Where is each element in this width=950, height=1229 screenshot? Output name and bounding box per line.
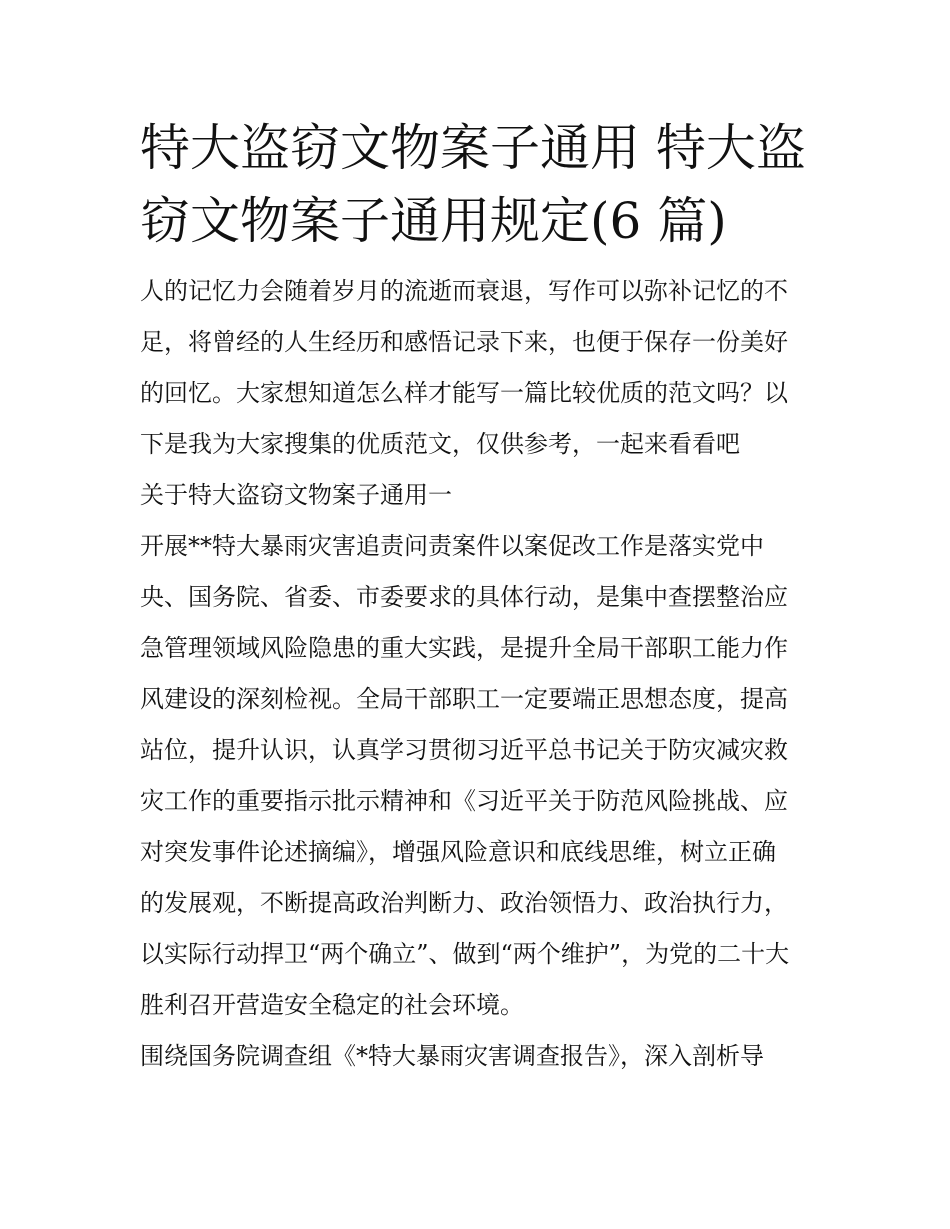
document-content [140,112,812,1082]
intro-line-4: 下是我为大家搜集的优质范文，仅供参考，一起来看看吧 [140,430,740,458]
title-line-1: 特大盗窃文物案子通用 特大盗 [140,119,806,177]
intro-paragraph [140,266,812,470]
body1-line-7: 对突发事件论述摘编》，增强风险意识和底线思维，树立正确 [140,838,776,866]
body-paragraph-1 [140,521,812,1031]
body1-line-4: 风建设的深刻检视。全局干部职工一定要端正思想态度，提高 [140,685,788,713]
body1-line-8: 的发展观，不断提高政治判断力、政治领悟力、政治执行力， [140,889,788,917]
body-paragraph-2 [140,1031,812,1082]
body1-line-1: 开展**特大暴雨灾害追责问责案件以案促改工作是落实党中 [140,532,764,560]
body1-line-9: 以实际行动捍卫“两个确立”、做到“两个维护”，为党的二十大 [140,940,790,968]
intro-line-3: 的回忆。大家想知道怎么样才能写一篇比较优质的范文吗？以 [140,379,788,407]
section-heading: 关于特大盗窃文物案子通用一 [140,481,452,509]
document-title [140,112,812,258]
body1-line-5: 站位，提升认识，认真学习贯彻习近平总书记关于防灾减灾救 [140,736,788,764]
body2-line-1: 围绕国务院调查组《*特大暴雨灾害调查报告》，深入剖析导 [140,1042,764,1070]
body1-line-6: 灾工作的重要指示批示精神和《习近平关于防范风险挑战、应 [140,787,788,815]
intro-line-2: 足，将曾经的人生经历和感悟记录下来，也便于保存一份美好 [140,328,788,356]
body1-line-2: 央、国务院、省委、市委要求的具体行动，是集中查摆整治应 [140,583,788,611]
title-line-2: 窃文物案子通用规定(6 篇) [140,192,727,250]
body1-line-3: 急管理领域风险隐患的重大实践，是提升全局干部职工能力作 [140,634,788,662]
body1-line-10: 胜利召开营造安全稳定的社会环境。 [140,991,524,1019]
intro-line-1: 人的记忆力会随着岁月的流逝而衰退，写作可以弥补记忆的不 [140,277,788,305]
